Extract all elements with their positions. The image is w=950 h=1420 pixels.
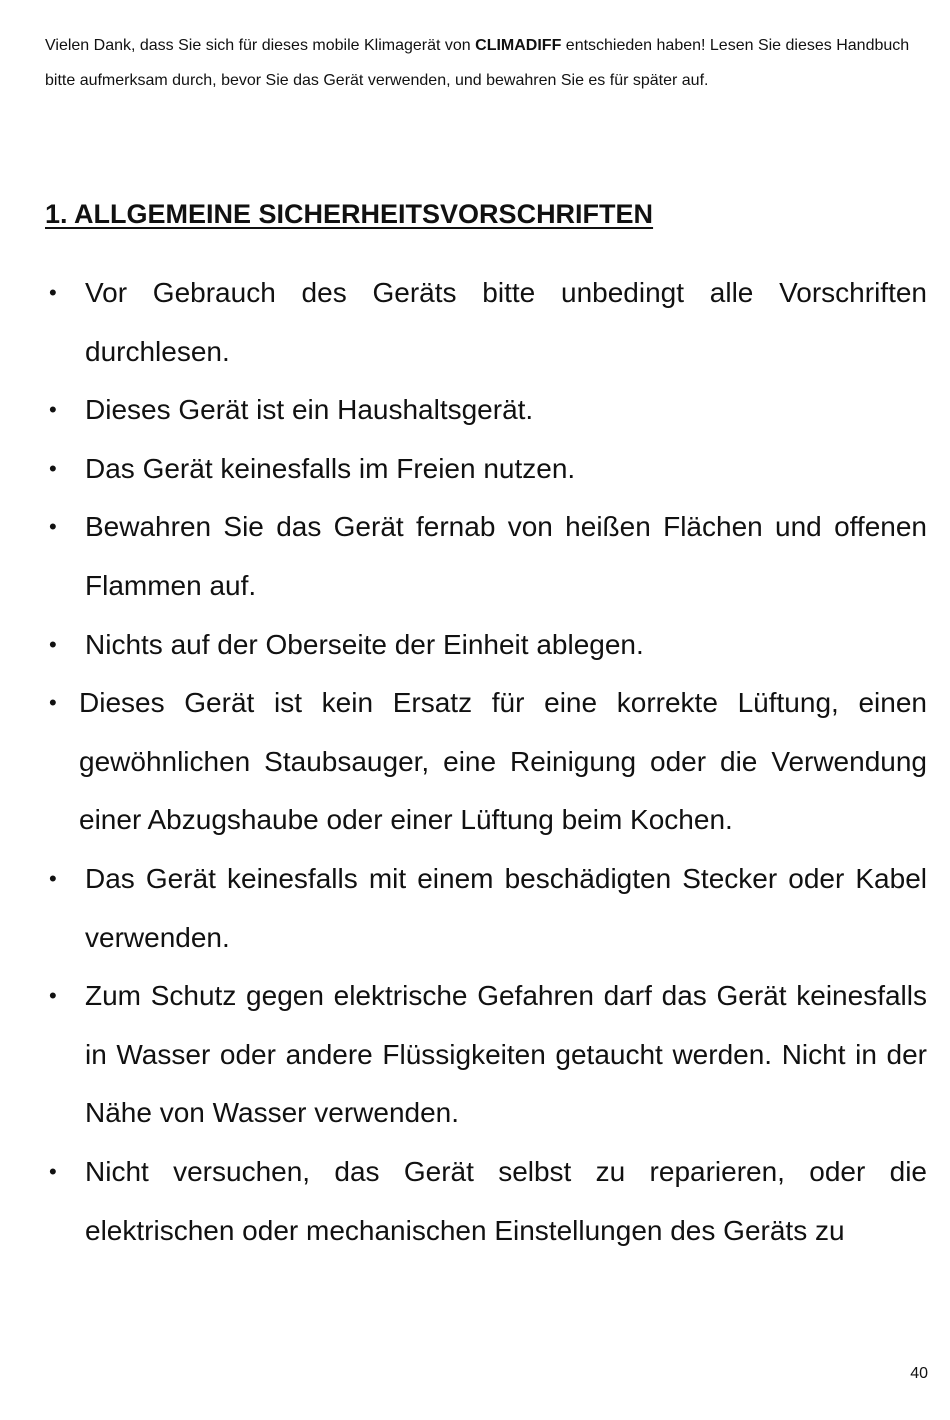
list-item-text: Das Gerät keinesfalls im Freien nutzen. <box>85 452 576 484</box>
bullet-icon: • <box>49 631 57 657</box>
list-item <box>45 616 927 675</box>
list-item-text: Nicht versuchen, das Gerät selbst zu reparieren, oder die elektrischen oder mechanischen Einstellungen des Geräts zu <box>85 1155 927 1246</box>
intro-text-end: entschieden haben! Lesen Sie dieses Handbuch bitte aufmerksam durch, bevor Sie das Gerät verwenden, und bewahren Sie es für später auf. <box>45 37 910 89</box>
list-item-text: Nichts auf der Oberseite der Einheit ablegen. <box>85 628 644 660</box>
list-item <box>45 1143 927 1260</box>
bullet-icon: • <box>49 514 57 540</box>
brand-name: CLIMADIFF <box>475 37 562 54</box>
safety-rules-list <box>45 264 927 1260</box>
list-item <box>45 381 927 440</box>
bullet-icon: • <box>49 1158 57 1184</box>
list-item-text: Zum Schutz gegen elektrische Gefahren darf das Gerät keinesfalls in Wasser oder andere Flüssigkeiten getaucht werden. Nicht in der Nähe von Wasser verwenden. <box>85 980 927 1129</box>
section-heading: 1. ALLGEMEINE SICHERHEITSVORSCHRIFTEN <box>45 199 654 229</box>
bullet-icon: • <box>49 397 57 423</box>
list-item-text: Vor Gebrauch des Geräts bitte unbedingt alle Vorschriften durchlesen. <box>85 277 927 367</box>
list-item-text: Dieses Gerät ist kein Ersatz für eine korrekte Lüftung, einen gewöhnlichen Staubsauger, eine Reinigung oder die Verwendung einer Abzugshaube oder einer Lüftung beim Kochen. <box>79 687 927 836</box>
list-item-text: Bewahren Sie das Gerät fernab von heißen Flächen und offenen Flammen auf. <box>85 511 927 601</box>
intro-paragraph <box>45 28 925 98</box>
list-item-text: Das Gerät keinesfalls mit einem beschädigten Stecker oder Kabel verwenden. <box>85 862 927 953</box>
page-number: 40 <box>910 1365 928 1382</box>
list-item <box>45 440 927 499</box>
list-item <box>45 264 927 381</box>
list-item <box>45 498 927 615</box>
list-item <box>45 850 927 967</box>
list-item <box>45 967 927 1143</box>
bullet-icon: • <box>49 455 57 481</box>
bullet-icon: • <box>49 983 57 1009</box>
bullet-icon: • <box>49 865 57 891</box>
list-item <box>45 674 927 850</box>
list-item-text: Dieses Gerät ist ein Haushaltsgerät. <box>85 394 534 426</box>
intro-text-start: Vielen Dank, dass Sie sich für dieses mobile Klimagerät von <box>45 37 476 54</box>
bullet-icon: • <box>49 690 57 716</box>
bullet-icon: • <box>49 280 57 305</box>
